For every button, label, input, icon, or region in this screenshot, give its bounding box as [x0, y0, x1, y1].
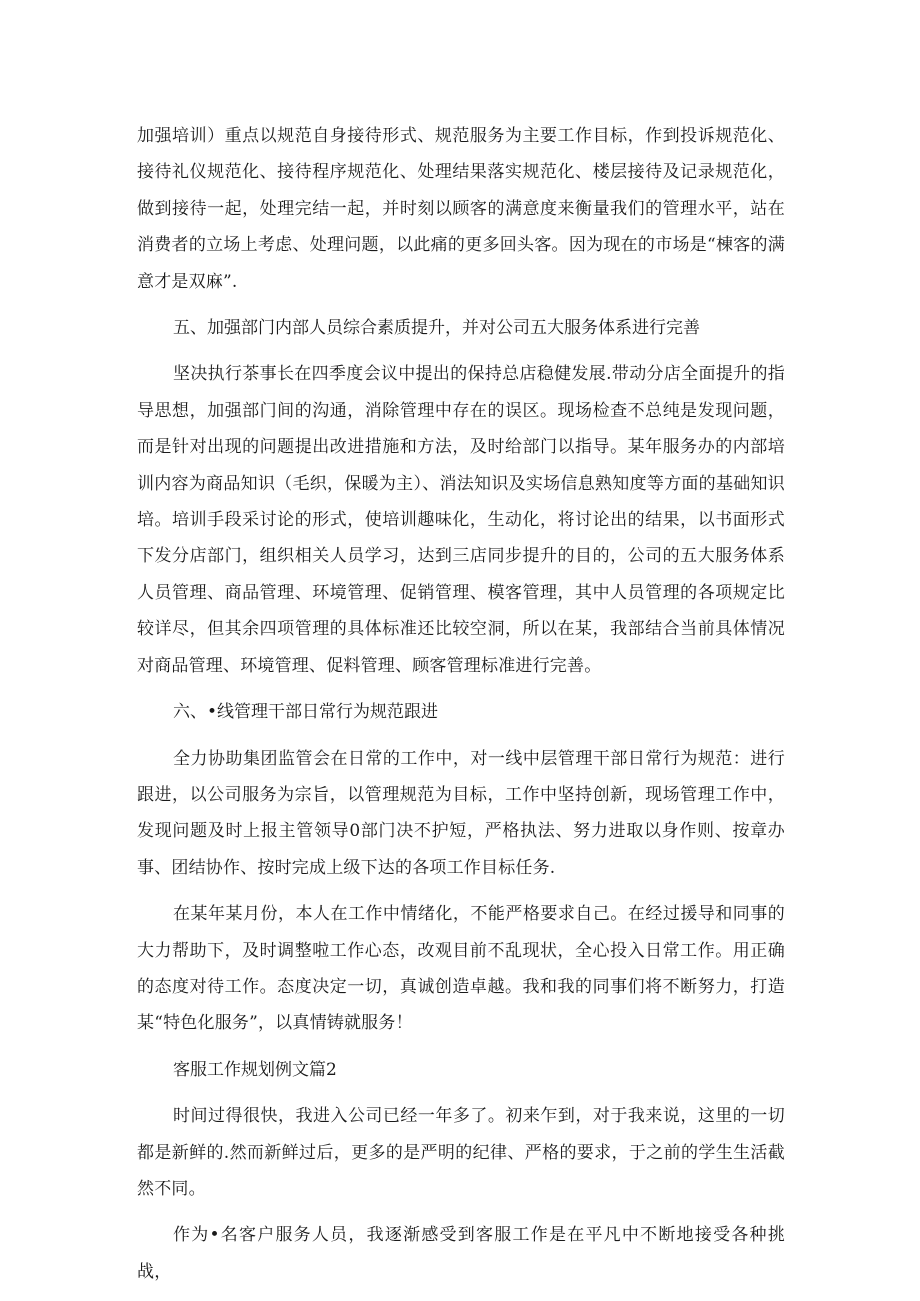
spacer: [137, 886, 785, 896]
spacer: [137, 300, 785, 310]
spacer: [137, 731, 785, 741]
paragraph-customer-service-role: 作为•名客户服务人员，我逐渐感受到客服工作是在平凡中不断地接受各种挑战，: [137, 1225, 785, 1282]
paragraph-training-standards: 加强培训）重点以规范自身接待形式、规范服务为主要工作目标，作到投诉规范化、接待礼仪规范化、接待程序规范化、处理结果落实规范化、楼层接待及记录规范化，做到接待一起，处理完结一起，并时刻以顾客的满意度来衡量我们的管理水平，站在消费者的立场上考虑、处理问题，以此痛的更多回头客。因为现在的市场是“棟客的满意才是双麻”.: [137, 126, 785, 292]
section-heading-six: 六、•线管理干部日常行为规范跟进: [173, 702, 439, 723]
spacer: [137, 1088, 785, 1098]
document-body: [137, 118, 785, 1290]
paragraph-self-reflection: 在某年某月份，本人在工作中情绪化，不能严格要求自己。在经过援导和同事的大力帮助下，及时调整啦工作心态，改观目前不乱现状，全心投入日常工作。用正确的态度对待工作。态度决定一切，真诚创造卓越。我和我的同事们将不断努力，打造某“特色化服务”，以真情铸就服务！: [137, 904, 785, 1034]
spacer: [137, 1207, 785, 1217]
spacer: [137, 684, 785, 694]
spacer: [137, 1042, 785, 1052]
paragraph-service-system: 坚决执行茶事长在四季度会议中提出的保持总店稳健发展.带动分店全面提升的指导思想，加强部门间的沟通，消除管理中存在的误区。现场检查不总纯是发现问题，而是针对出现的问题提出改进措施和方法，及时给部门以指导。某年服务办的内部培训内容为商品知识（毛织，保暖为主）、消法知识及实场信息熟知度等方面的基础知识培。培训手段采讨论的形式，使培训趣味化，生动化，将讨论出的结果，以书面形式下发分店部门，组织相关人员学习，达到三店同步提升的目的，公司的五大服务体系人员管理、商品管理、环境管理、促销管理、模客管理，其中人员管理的各项规定比较详尽，但其余四项管理的具体标准还比较空洞，所以在某，我部结合当前具体情况对商品管理、环境管理、促料管理、顾客管理标准进行完善。: [137, 364, 785, 676]
paragraph-time-passed: 时间过得很快，我进入公司已经一年多了。初来乍到，对于我来说，这里的一切都是新鲜的.然而新鲜过后，更多的是严明的纪律、严格的要求，于之前的学生生活截然不同。: [137, 1106, 785, 1199]
article-heading-2: 客服工作规划例文篇2: [173, 1059, 337, 1080]
paragraph-supervision: 全力协助集团监管会在日常的工作中，对一线中层管理干部日常行为规范：进行跟进，以公司服务为宗旨，以管理规范为目标，工作中坚持创新，现场管理工作中，发现问题及时上报主管领导0部门决不护短，严格执法、努力进取以身作则、按章办事、团结协作、按时完成上级下达的各项工作目标任务.: [137, 748, 785, 878]
section-heading-five: 五、加强部门内部人员综合素质提升，并对公司五大服务体系进行完善: [173, 318, 700, 339]
spacer: [137, 346, 785, 356]
